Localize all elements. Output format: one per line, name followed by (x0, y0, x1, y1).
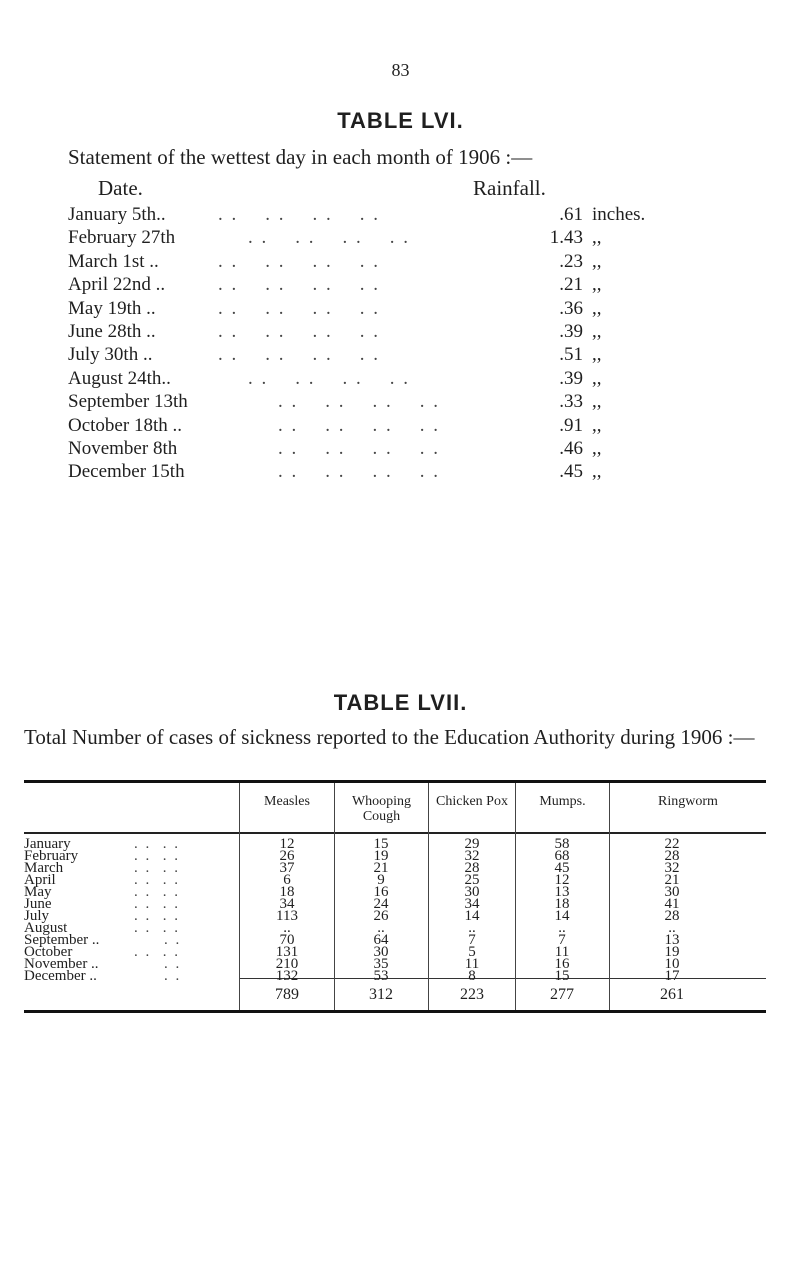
row-month: September .. (24, 932, 100, 948)
cell-ringworm: 22 (664, 836, 680, 852)
cell-whooping-cough: 16 (373, 884, 389, 900)
leader-dots: . . . . (134, 848, 180, 864)
cell-measles: 70 (279, 932, 295, 948)
cell-measles: 18 (279, 884, 295, 900)
rainfall-date: February 27th (68, 227, 176, 249)
rainfall-unit: ,, (592, 461, 602, 483)
total-chicken-pox: 223 (460, 986, 484, 1003)
cell-whooping-cough: .. (377, 920, 385, 936)
cell-chicken-pox: 7 (468, 932, 476, 948)
leader-dots: . . (164, 968, 182, 984)
cell-whooping-cough: 19 (373, 848, 389, 864)
cell-mumps: 15 (554, 968, 570, 984)
rainfall-value: .39 (559, 320, 583, 342)
leader-dots: . . . . (134, 920, 180, 936)
rainfall-value: .45 (559, 461, 583, 483)
leader-dots: . . . . (134, 872, 180, 888)
leader-dots: . . (164, 956, 182, 972)
rainfall-row (68, 415, 801, 438)
table-row (24, 968, 766, 984)
cell-mumps: 68 (554, 848, 570, 864)
cell-chicken-pox: 11 (464, 956, 480, 972)
leader-dots: . . . . . . . . (218, 274, 380, 296)
cell-mumps: 7 (558, 932, 566, 948)
table-57-title: TABLE LVII. (333, 690, 468, 715)
row-month: July (24, 908, 50, 924)
leader-dots: . . (164, 932, 182, 948)
header-ringworm: Ringworm (658, 794, 718, 809)
rainfall-date: August 24th.. (68, 367, 171, 389)
rainfall-unit: ,, (592, 274, 602, 296)
table-56-intro: Statement of the wettest day in each month of 1906 :— (68, 145, 533, 169)
leader-dots: . . . . . . . . (218, 204, 380, 225)
leader-dots: . . . . (134, 908, 180, 924)
cell-ringworm: 19 (664, 944, 680, 960)
row-month: March (24, 860, 64, 876)
table-header-rule (24, 832, 766, 834)
cell-whooping-cough: 26 (373, 908, 389, 924)
rainfall-unit: ,, (592, 320, 602, 342)
cell-ringworm: 30 (664, 884, 680, 900)
cell-measles: 210 (275, 956, 299, 972)
cell-ringworm: 28 (664, 908, 680, 924)
rainfall-column-header: Rainfall. (473, 176, 546, 200)
row-month: January (24, 836, 71, 852)
row-month: February (24, 848, 79, 864)
rainfall-row (68, 298, 801, 321)
table-57-intro: Total Number of cases of sickness reported to the Education Authority during 1906 :— (24, 725, 755, 749)
row-month: October (24, 944, 73, 960)
cell-chicken-pox: 34 (464, 896, 480, 912)
leader-dots: . . . . (134, 860, 180, 876)
leader-dots: . . . . . . . . (278, 391, 440, 413)
rainfall-date: January 5th.. (68, 204, 166, 225)
row-month: December .. (24, 968, 97, 984)
rainfall-row (68, 227, 801, 250)
row-month: November .. (24, 956, 99, 972)
rainfall-date: November 8th (68, 437, 178, 459)
rainfall-date: July 30th .. (68, 344, 153, 366)
rainfall-unit: ,, (592, 437, 602, 459)
rainfall-row (68, 461, 801, 484)
cell-ringworm: 10 (664, 956, 680, 972)
cell-ringworm: 13 (664, 932, 680, 948)
cell-chicken-pox: 32 (464, 848, 480, 864)
table-56-title: TABLE LVI. (337, 108, 464, 133)
cell-measles: 131 (275, 944, 299, 960)
leader-dots: . . . . . . . . (278, 437, 440, 459)
cell-chicken-pox: 28 (464, 860, 480, 876)
rainfall-value: .21 (559, 274, 583, 296)
cell-chicken-pox: .. (468, 920, 476, 936)
rainfall-value: .51 (559, 344, 583, 366)
rainfall-row (68, 204, 801, 227)
rainfall-unit: ,, (592, 391, 602, 413)
rainfall-date: June 28th .. (68, 320, 156, 342)
leader-dots: . . . . . . . . (248, 227, 410, 249)
rainfall-value: .23 (559, 250, 583, 272)
cell-whooping-cough: 35 (373, 956, 389, 972)
cell-chicken-pox: 5 (468, 944, 476, 960)
total-whooping-cough: 312 (369, 986, 393, 1003)
rainfall-unit: ,, (592, 344, 602, 366)
leader-dots: . . . . (134, 836, 180, 852)
cell-measles: .. (283, 920, 291, 936)
cell-ringworm: 21 (664, 872, 680, 888)
rainfall-row (68, 321, 801, 344)
rainfall-unit: ,, (592, 297, 602, 319)
cell-whooping-cough: 21 (373, 860, 389, 876)
rainfall-date: September 13th (68, 391, 188, 413)
cell-whooping-cough: 24 (373, 896, 389, 912)
cell-chicken-pox: 8 (468, 968, 476, 984)
page-number: 83 (391, 60, 410, 80)
leader-dots: . . . . (134, 896, 180, 912)
row-month: April (24, 872, 56, 888)
total-ringworm: 261 (660, 986, 684, 1003)
rainfall-row (68, 251, 801, 274)
header-chicken-pox: Chicken Pox (436, 794, 508, 809)
cell-mumps: 13 (554, 884, 570, 900)
cell-chicken-pox: 14 (464, 908, 480, 924)
cell-whooping-cough: 30 (373, 944, 389, 960)
leader-dots: . . . . . . . . (218, 344, 380, 366)
rainfall-row (68, 438, 801, 461)
rainfall-value: 1.43 (549, 227, 583, 249)
header-whooping-cough: Whooping Cough (351, 794, 412, 824)
leader-dots: . . . . (134, 944, 180, 960)
table-body (24, 836, 766, 984)
rainfall-unit: ,, (592, 367, 602, 389)
rainfall-date: March 1st .. (68, 250, 159, 272)
rainfall-unit: inches. (592, 204, 646, 225)
rainfall-value: .36 (559, 297, 583, 319)
cell-chicken-pox: 29 (464, 836, 480, 852)
table-top-rule (24, 780, 766, 783)
leader-dots: . . . . . . . . (218, 250, 380, 272)
cell-chicken-pox: 30 (464, 884, 480, 900)
rainfall-value: .46 (559, 437, 583, 459)
leader-dots: . . . . . . . . (248, 367, 410, 389)
cell-mumps: 11 (554, 944, 570, 960)
rainfall-value: .33 (559, 391, 583, 413)
table-bottom-rule (24, 1010, 766, 1013)
cell-whooping-cough: 9 (377, 872, 385, 888)
cell-ringworm: 32 (664, 860, 680, 876)
leader-dots: . . . . (134, 884, 180, 900)
leader-dots: . . . . . . . . (218, 320, 380, 342)
rainfall-unit: ,, (592, 250, 602, 272)
cell-ringworm: .. (668, 920, 676, 936)
rainfall-date: December 15th (68, 461, 185, 483)
cell-mumps: 16 (554, 956, 570, 972)
rainfall-unit: ,, (592, 414, 602, 436)
rainfall-value: .61 (559, 204, 583, 225)
rainfall-row (68, 391, 801, 414)
rainfall-value: .39 (559, 367, 583, 389)
cell-ringworm: 41 (664, 896, 680, 912)
rainfall-list (68, 204, 801, 485)
date-column-header: Date. (98, 176, 143, 200)
leader-dots: . . . . . . . . (278, 414, 440, 436)
cell-mumps: 45 (554, 860, 570, 876)
rainfall-row (68, 274, 801, 297)
cell-measles: 6 (283, 872, 291, 888)
cell-measles: 113 (276, 908, 298, 924)
cell-measles: 34 (279, 896, 295, 912)
cell-chicken-pox: 25 (464, 872, 480, 888)
cell-whooping-cough: 53 (373, 968, 389, 984)
cell-ringworm: 28 (664, 848, 680, 864)
cell-measles: 132 (275, 968, 299, 984)
cell-mumps: 58 (554, 836, 570, 852)
rainfall-date: April 22nd .. (68, 274, 166, 296)
header-measles: Measles (264, 794, 310, 809)
cell-measles: 12 (279, 836, 295, 852)
cell-mumps: .. (558, 920, 566, 936)
cell-mumps: 14 (554, 908, 570, 924)
cell-measles: 37 (279, 860, 295, 876)
cell-whooping-cough: 15 (373, 836, 389, 852)
cell-mumps: 18 (554, 896, 570, 912)
rainfall-unit: ,, (592, 227, 602, 249)
leader-dots: . . . . . . . . (278, 461, 440, 483)
rainfall-row (68, 344, 801, 367)
cell-measles: 26 (279, 848, 295, 864)
total-measles: 789 (275, 986, 299, 1003)
cell-ringworm: 17 (664, 968, 680, 984)
row-month: August (24, 920, 68, 936)
leader-dots: . . . . . . . . (218, 297, 380, 319)
rainfall-date: October 18th .. (68, 414, 182, 436)
row-month: May (24, 884, 52, 900)
rainfall-date: May 19th .. (68, 297, 156, 319)
row-month: June (24, 896, 52, 912)
rainfall-value: .91 (559, 414, 583, 436)
cell-mumps: 12 (554, 872, 570, 888)
cell-whooping-cough: 64 (373, 932, 389, 948)
total-mumps: 277 (550, 986, 574, 1003)
header-mumps: Mumps. (539, 794, 586, 809)
rainfall-row (68, 368, 801, 391)
